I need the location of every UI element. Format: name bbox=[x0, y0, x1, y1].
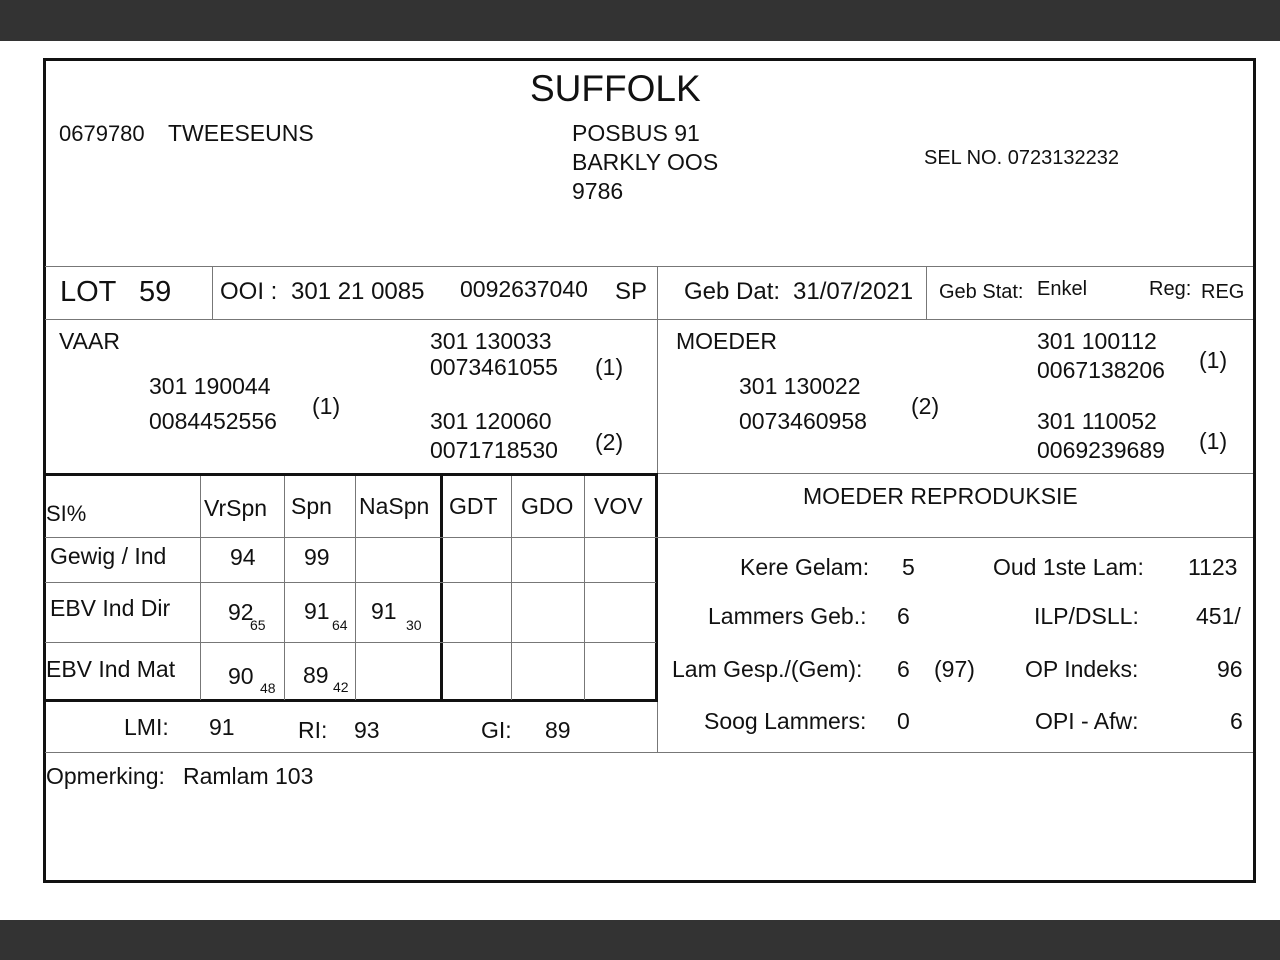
divider bbox=[45, 642, 656, 643]
kere-gelam-label: Kere Gelam: bbox=[740, 554, 870, 580]
lmi-label: LMI: bbox=[124, 714, 169, 740]
ilp-dsll-label: ILP/DSLL: bbox=[1034, 603, 1139, 629]
ebv-table-border bbox=[655, 473, 658, 702]
top-bar bbox=[0, 0, 1280, 41]
dam-dam-id: 301 110052 bbox=[1037, 408, 1157, 434]
divider bbox=[200, 476, 201, 700]
registration-label: Reg: bbox=[1149, 278, 1192, 300]
lot-label: LOT bbox=[60, 276, 117, 308]
ewe-reg-number: 0092637040 bbox=[460, 276, 588, 302]
ebv-cell-vrspn-accuracy: 48 bbox=[260, 680, 276, 696]
birth-date-label: Geb Dat: bbox=[684, 278, 781, 305]
ebv-cell-naspn: 91 bbox=[371, 598, 397, 624]
kere-gelam-value: 5 bbox=[902, 554, 915, 580]
sire-dam-mark: (2) bbox=[595, 429, 624, 455]
divider bbox=[657, 473, 1253, 474]
dam-id: 301 130022 bbox=[739, 373, 861, 399]
divider bbox=[584, 476, 585, 700]
phone-number: SEL NO. 0723132232 bbox=[924, 147, 1119, 169]
ebv-row-label: EBV Ind Dir bbox=[50, 595, 171, 621]
sire-mark: (1) bbox=[312, 393, 341, 419]
dam-dam-mark: (1) bbox=[1199, 428, 1228, 454]
divider bbox=[45, 537, 1253, 538]
oud-1ste-lam-value: 1123 bbox=[1188, 554, 1238, 580]
divider bbox=[45, 582, 656, 583]
ebv-table-border bbox=[45, 699, 658, 702]
lammers-geb-label: Lammers Geb.: bbox=[708, 603, 867, 629]
dam-reg-number: 0073460958 bbox=[739, 408, 867, 434]
ebv-cell-naspn-accuracy: 30 bbox=[406, 617, 422, 633]
lot-number: 59 bbox=[139, 276, 172, 308]
lammers-geb-value: 6 bbox=[897, 603, 910, 629]
divider bbox=[926, 266, 927, 319]
ebv-header-gdt: GDT bbox=[449, 493, 498, 519]
ilp-dsll-value: 451/ bbox=[1196, 603, 1241, 629]
lot-card bbox=[43, 58, 1256, 883]
ewe-id: 301 21 0085 bbox=[291, 278, 425, 305]
soog-lammers-value: 0 bbox=[897, 708, 910, 734]
sire-label: VAAR bbox=[59, 328, 120, 354]
oud-1ste-lam-label: Oud 1ste Lam: bbox=[993, 554, 1144, 580]
birth-status-label: Geb Stat: bbox=[939, 281, 1024, 303]
ebv-header-naspn: NaSpn bbox=[359, 493, 430, 519]
sire-dam-reg: 0071718530 bbox=[430, 437, 558, 463]
divider bbox=[657, 266, 658, 319]
birth-status-value: Enkel bbox=[1037, 278, 1088, 300]
sire-sire-mark: (1) bbox=[595, 354, 624, 380]
remark-label: Opmerking: bbox=[46, 763, 165, 789]
ebv-table-border bbox=[440, 473, 443, 702]
address-line-3: 9786 bbox=[572, 178, 624, 204]
lam-gesp-average: (97) bbox=[934, 656, 975, 682]
ebv-header-si: SI% bbox=[46, 501, 87, 526]
reproduction-title: MOEDER REPRODUKSIE bbox=[803, 483, 1078, 509]
ebv-cell-spn: 91 bbox=[304, 598, 330, 624]
ri-label: RI: bbox=[298, 717, 328, 743]
ebv-cell-vrspn: 92 bbox=[228, 599, 254, 625]
gi-label: GI: bbox=[481, 717, 512, 743]
bottom-bar bbox=[0, 920, 1280, 960]
dam-sire-id: 301 100112 bbox=[1037, 328, 1157, 354]
ebv-header-gdo: GDO bbox=[521, 493, 574, 519]
ewe-code: SP bbox=[615, 278, 648, 305]
registration-value: REG bbox=[1201, 281, 1245, 303]
address-line-2: BARKLY OOS bbox=[572, 149, 719, 175]
divider bbox=[284, 476, 285, 700]
ebv-table-border bbox=[45, 473, 658, 476]
ebv-row-label: Gewig / Ind bbox=[50, 543, 167, 569]
gi-value: 89 bbox=[545, 717, 571, 743]
ri-value: 93 bbox=[354, 717, 380, 743]
ebv-cell-vrspn: 94 bbox=[230, 544, 256, 570]
divider bbox=[45, 752, 1253, 753]
sire-dam-id: 301 120060 bbox=[430, 408, 552, 434]
breeder-name: TWEESEUNS bbox=[168, 120, 314, 146]
soog-lammers-label: Soog Lammers: bbox=[704, 708, 867, 734]
lam-gesp-label: Lam Gesp./(Gem): bbox=[672, 656, 863, 682]
dam-mark: (2) bbox=[911, 393, 940, 419]
breeder-number: 0679780 bbox=[59, 121, 145, 146]
opi-afw-label: OPI - Afw: bbox=[1035, 708, 1139, 734]
divider bbox=[355, 476, 356, 700]
breed-title: SUFFOLK bbox=[530, 68, 701, 109]
ewe-label: OOI : bbox=[220, 278, 278, 305]
ebv-cell-spn-accuracy: 64 bbox=[332, 617, 348, 633]
sire-sire-reg: 0073461055 bbox=[430, 354, 558, 380]
birth-date: 31/07/2021 bbox=[793, 278, 914, 305]
sire-reg-number: 0084452556 bbox=[149, 408, 277, 434]
ebv-cell-spn-accuracy: 42 bbox=[333, 679, 349, 695]
ebv-row-label: EBV Ind Mat bbox=[46, 656, 176, 682]
sire-sire-id: 301 130033 bbox=[430, 328, 552, 354]
address-line-1: POSBUS 91 bbox=[572, 120, 700, 146]
ebv-cell-spn: 99 bbox=[304, 544, 330, 570]
dam-dam-reg: 0069239689 bbox=[1037, 437, 1165, 463]
ebv-header-vov: VOV bbox=[594, 493, 643, 519]
dam-sire-mark: (1) bbox=[1199, 347, 1228, 373]
lmi-value: 91 bbox=[209, 714, 235, 740]
divider bbox=[212, 266, 213, 319]
divider bbox=[45, 319, 1253, 320]
ebv-header-vrspn: VrSpn bbox=[204, 495, 268, 521]
op-indeks-label: OP Indeks: bbox=[1025, 656, 1139, 682]
lam-gesp-value: 6 bbox=[897, 656, 910, 682]
ebv-header-spn: Spn bbox=[291, 493, 332, 519]
dam-label: MOEDER bbox=[676, 328, 777, 354]
ebv-cell-spn: 89 bbox=[303, 662, 329, 688]
opi-afw-value: 6 bbox=[1230, 708, 1243, 734]
ebv-cell-vrspn-accuracy: 65 bbox=[250, 617, 266, 633]
ebv-cell-vrspn: 90 bbox=[228, 663, 254, 689]
divider bbox=[45, 266, 1253, 267]
op-indeks-value: 96 bbox=[1217, 656, 1243, 682]
remark-value: Ramlam 103 bbox=[183, 763, 314, 789]
divider bbox=[511, 476, 512, 700]
sire-id: 301 190044 bbox=[149, 373, 271, 399]
dam-sire-reg: 0067138206 bbox=[1037, 357, 1165, 383]
